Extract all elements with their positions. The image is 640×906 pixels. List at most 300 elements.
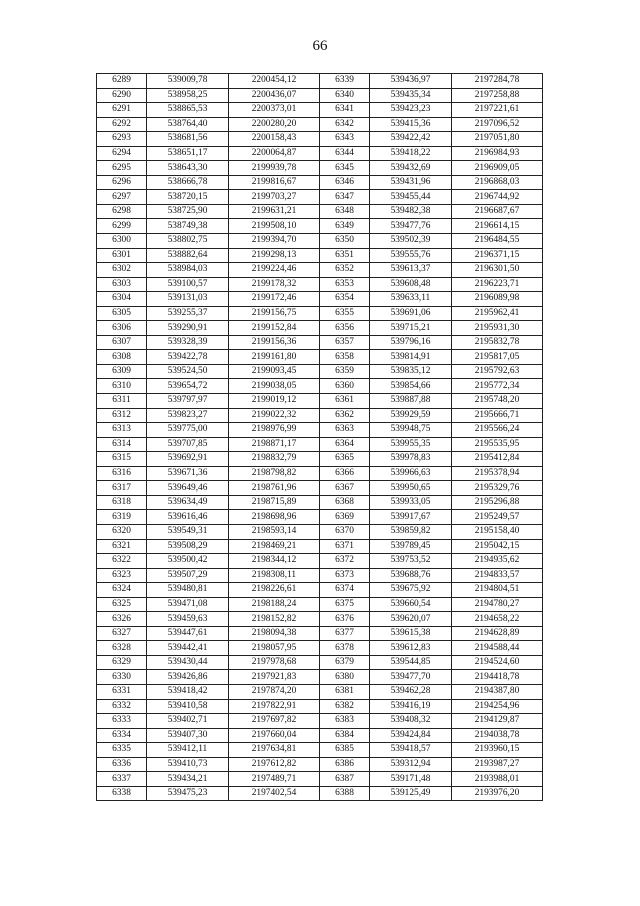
y-coordinate-right: 2194804,51 [452,583,543,598]
point-number-right: 6347 [320,190,370,205]
point-number-left: 6292 [97,117,147,132]
y-coordinate-left: 2199156,75 [229,306,320,321]
x-coordinate-right: 539436,97 [370,74,452,89]
x-coordinate-left: 539442,41 [147,641,229,656]
y-coordinate-left: 2200280,20 [229,117,320,132]
y-coordinate-right: 2193976,20 [452,786,543,801]
point-number-right: 6363 [320,423,370,438]
point-number-left: 6296 [97,175,147,190]
x-coordinate-left: 539707,85 [147,437,229,452]
point-number-left: 6308 [97,350,147,365]
y-coordinate-right: 2194038,78 [452,728,543,743]
x-coordinate-left: 539100,57 [147,277,229,292]
point-number-right: 6354 [320,292,370,307]
point-number-right: 6353 [320,277,370,292]
point-number-right: 6369 [320,510,370,525]
point-number-right: 6386 [320,757,370,772]
y-coordinate-right: 2193960,15 [452,743,543,758]
y-coordinate-left: 2198698,96 [229,510,320,525]
y-coordinate-left: 2197921,83 [229,670,320,685]
y-coordinate-left: 2197697,82 [229,714,320,729]
point-number-right: 6344 [320,146,370,161]
x-coordinate-right: 539633,11 [370,292,452,307]
point-number-right: 6362 [320,408,370,423]
point-number-left: 6337 [97,772,147,787]
y-coordinate-left: 2198976,99 [229,423,320,438]
x-coordinate-left: 539290,91 [147,321,229,336]
point-number-right: 6343 [320,132,370,147]
point-number-right: 6382 [320,699,370,714]
y-coordinate-right: 2194129,87 [452,714,543,729]
x-coordinate-left: 538681,56 [147,132,229,147]
x-coordinate-right: 539424,84 [370,728,452,743]
y-coordinate-right: 2196371,15 [452,248,543,263]
y-coordinate-right: 2196614,15 [452,219,543,234]
point-number-left: 6313 [97,423,147,438]
table-row [97,743,543,758]
x-coordinate-right: 539955,35 [370,437,452,452]
y-coordinate-right: 2194524,60 [452,655,543,670]
x-coordinate-right: 539660,54 [370,597,452,612]
x-coordinate-right: 539477,76 [370,219,452,234]
table-row [97,670,543,685]
point-number-right: 6360 [320,379,370,394]
y-coordinate-right: 2195412,84 [452,452,543,467]
x-coordinate-left: 539459,63 [147,612,229,627]
x-coordinate-left: 539407,30 [147,728,229,743]
point-number-right: 6384 [320,728,370,743]
y-coordinate-right: 2196301,50 [452,263,543,278]
x-coordinate-left: 538764,40 [147,117,229,132]
x-coordinate-left: 538882,64 [147,248,229,263]
y-coordinate-left: 2199022,32 [229,408,320,423]
y-coordinate-right: 2194833,57 [452,568,543,583]
x-coordinate-right: 539854,66 [370,379,452,394]
point-number-right: 6383 [320,714,370,729]
point-number-right: 6367 [320,481,370,496]
table-row [97,554,543,569]
table-row [97,248,543,263]
point-number-left: 6300 [97,234,147,249]
point-number-right: 6379 [320,655,370,670]
x-coordinate-left: 539634,49 [147,495,229,510]
x-coordinate-right: 539796,16 [370,335,452,350]
x-coordinate-right: 539608,48 [370,277,452,292]
x-coordinate-right: 539418,57 [370,743,452,758]
x-coordinate-right: 539887,88 [370,394,452,409]
y-coordinate-left: 2197489,71 [229,772,320,787]
point-number-right: 6368 [320,495,370,510]
table-row [97,306,543,321]
table-row [97,350,543,365]
point-number-left: 6322 [97,554,147,569]
x-coordinate-left: 538958,25 [147,88,229,103]
point-number-left: 6298 [97,204,147,219]
table-row [97,292,543,307]
x-coordinate-left: 539447,61 [147,626,229,641]
y-coordinate-left: 2197660,04 [229,728,320,743]
x-coordinate-left: 539616,46 [147,510,229,525]
table-row [97,88,543,103]
table-row [97,481,543,496]
y-coordinate-right: 2195792,63 [452,364,543,379]
x-coordinate-right: 539948,75 [370,423,452,438]
y-coordinate-right: 2194387,80 [452,684,543,699]
point-number-right: 6348 [320,204,370,219]
table-row [97,364,543,379]
point-number-right: 6357 [320,335,370,350]
x-coordinate-right: 539432,69 [370,161,452,176]
point-number-left: 6290 [97,88,147,103]
x-coordinate-left: 538643,30 [147,161,229,176]
point-number-left: 6303 [97,277,147,292]
x-coordinate-left: 539480,81 [147,583,229,598]
x-coordinate-left: 538802,75 [147,234,229,249]
table-row [97,641,543,656]
table-row [97,466,543,481]
x-coordinate-left: 538865,53 [147,103,229,118]
x-coordinate-left: 538984,03 [147,263,229,278]
point-number-right: 6375 [320,597,370,612]
point-number-right: 6387 [320,772,370,787]
point-number-left: 6336 [97,757,147,772]
point-number-right: 6340 [320,88,370,103]
y-coordinate-left: 2197978,68 [229,655,320,670]
y-coordinate-right: 2195962,41 [452,306,543,321]
y-coordinate-left: 2198871,17 [229,437,320,452]
table-row [97,263,543,278]
y-coordinate-left: 2198188,24 [229,597,320,612]
x-coordinate-left: 539255,37 [147,306,229,321]
x-coordinate-right: 539966,63 [370,466,452,481]
table-row [97,321,543,336]
x-coordinate-right: 539814,91 [370,350,452,365]
point-number-right: 6341 [320,103,370,118]
y-coordinate-right: 2195249,57 [452,510,543,525]
y-coordinate-right: 2195535,95 [452,437,543,452]
y-coordinate-right: 2197221,61 [452,103,543,118]
point-number-right: 6388 [320,786,370,801]
point-number-left: 6320 [97,524,147,539]
y-coordinate-left: 2198832,79 [229,452,320,467]
x-coordinate-right: 539675,92 [370,583,452,598]
x-coordinate-left: 538651,17 [147,146,229,161]
x-coordinate-left: 539131,03 [147,292,229,307]
y-coordinate-right: 2197051,80 [452,132,543,147]
table-row [97,277,543,292]
point-number-left: 6309 [97,364,147,379]
point-number-left: 6293 [97,132,147,147]
y-coordinate-left: 2198798,82 [229,466,320,481]
point-number-right: 6352 [320,263,370,278]
y-coordinate-left: 2198094,38 [229,626,320,641]
point-number-left: 6312 [97,408,147,423]
table-row [97,699,543,714]
point-number-right: 6349 [320,219,370,234]
table-row [97,684,543,699]
table-row [97,757,543,772]
point-number-left: 6299 [97,219,147,234]
x-coordinate-left: 539475,23 [147,786,229,801]
point-number-left: 6311 [97,394,147,409]
y-coordinate-right: 2195931,30 [452,321,543,336]
point-number-right: 6355 [320,306,370,321]
y-coordinate-right: 2196744,92 [452,190,543,205]
y-coordinate-right: 2196089,98 [452,292,543,307]
y-coordinate-right: 2194418,78 [452,670,543,685]
x-coordinate-right: 539612,83 [370,641,452,656]
table-row [97,132,543,147]
y-coordinate-left: 2200064,87 [229,146,320,161]
y-coordinate-left: 2197634,81 [229,743,320,758]
x-coordinate-left: 538749,38 [147,219,229,234]
x-coordinate-right: 539455,44 [370,190,452,205]
point-number-right: 6366 [320,466,370,481]
table-row [97,408,543,423]
x-coordinate-left: 539328,39 [147,335,229,350]
x-coordinate-right: 539789,45 [370,539,452,554]
x-coordinate-right: 539312,94 [370,757,452,772]
y-coordinate-left: 2199631,21 [229,204,320,219]
x-coordinate-right: 539615,38 [370,626,452,641]
point-number-left: 6310 [97,379,147,394]
point-number-right: 6377 [320,626,370,641]
y-coordinate-left: 2199093,45 [229,364,320,379]
table-row [97,219,543,234]
point-number-left: 6297 [97,190,147,205]
x-coordinate-left: 539402,71 [147,714,229,729]
point-number-left: 6327 [97,626,147,641]
point-number-right: 6381 [320,684,370,699]
x-coordinate-right: 539502,39 [370,234,452,249]
table-row [97,452,543,467]
table-row [97,103,543,118]
point-number-left: 6319 [97,510,147,525]
point-number-right: 6342 [320,117,370,132]
point-number-right: 6374 [320,583,370,598]
point-number-left: 6323 [97,568,147,583]
y-coordinate-left: 2199816,67 [229,175,320,190]
point-number-right: 6346 [320,175,370,190]
x-coordinate-right: 539415,36 [370,117,452,132]
point-number-left: 6304 [97,292,147,307]
point-number-left: 6302 [97,263,147,278]
y-coordinate-left: 2200373,01 [229,103,320,118]
x-coordinate-right: 539917,67 [370,510,452,525]
y-coordinate-right: 2194935,62 [452,554,543,569]
point-number-left: 6331 [97,684,147,699]
x-coordinate-right: 539929,59 [370,408,452,423]
y-coordinate-right: 2196984,93 [452,146,543,161]
x-coordinate-right: 539423,23 [370,103,452,118]
x-coordinate-right: 539462,28 [370,684,452,699]
point-number-right: 6378 [320,641,370,656]
point-number-left: 6294 [97,146,147,161]
point-number-right: 6376 [320,612,370,627]
table-row [97,524,543,539]
x-coordinate-right: 539422,42 [370,132,452,147]
x-coordinate-right: 539482,38 [370,204,452,219]
point-number-left: 6334 [97,728,147,743]
x-coordinate-right: 539950,65 [370,481,452,496]
table-row [97,146,543,161]
x-coordinate-right: 539753,52 [370,554,452,569]
x-coordinate-left: 539671,36 [147,466,229,481]
point-number-right: 6385 [320,743,370,758]
point-number-right: 6361 [320,394,370,409]
table-row [97,568,543,583]
point-number-left: 6301 [97,248,147,263]
point-number-left: 6324 [97,583,147,598]
table-row [97,190,543,205]
y-coordinate-left: 2198057,95 [229,641,320,656]
y-coordinate-left: 2198344,12 [229,554,320,569]
y-coordinate-left: 2198761,96 [229,481,320,496]
x-coordinate-right: 539688,76 [370,568,452,583]
table-row [97,379,543,394]
y-coordinate-left: 2199298,13 [229,248,320,263]
point-number-right: 6350 [320,234,370,249]
table-row [97,161,543,176]
y-coordinate-left: 2197612,82 [229,757,320,772]
x-coordinate-right: 539613,37 [370,263,452,278]
table-row [97,772,543,787]
point-number-right: 6365 [320,452,370,467]
x-coordinate-left: 539009,78 [147,74,229,89]
x-coordinate-right: 539555,76 [370,248,452,263]
point-number-left: 6317 [97,481,147,496]
y-coordinate-right: 2196484,55 [452,234,543,249]
x-coordinate-right: 539416,19 [370,699,452,714]
x-coordinate-left: 539412,11 [147,743,229,758]
x-coordinate-right: 539408,32 [370,714,452,729]
point-number-left: 6330 [97,670,147,685]
point-number-left: 6321 [97,539,147,554]
point-number-left: 6295 [97,161,147,176]
table-row [97,714,543,729]
y-coordinate-left: 2199703,27 [229,190,320,205]
table-row [97,510,543,525]
y-coordinate-left: 2199172,46 [229,292,320,307]
y-coordinate-right: 2193987,27 [452,757,543,772]
point-number-left: 6326 [97,612,147,627]
point-number-left: 6316 [97,466,147,481]
y-coordinate-right: 2195817,05 [452,350,543,365]
x-coordinate-left: 539524,50 [147,364,229,379]
table-row [97,204,543,219]
y-coordinate-right: 2195158,40 [452,524,543,539]
point-number-left: 6332 [97,699,147,714]
y-coordinate-right: 2195772,34 [452,379,543,394]
point-number-left: 6318 [97,495,147,510]
point-number-left: 6306 [97,321,147,336]
y-coordinate-left: 2197822,91 [229,699,320,714]
x-coordinate-left: 539549,31 [147,524,229,539]
x-coordinate-right: 539691,06 [370,306,452,321]
point-number-left: 6305 [97,306,147,321]
point-number-left: 6338 [97,786,147,801]
point-number-left: 6314 [97,437,147,452]
point-number-left: 6307 [97,335,147,350]
y-coordinate-right: 2195748,20 [452,394,543,409]
y-coordinate-left: 2199161,80 [229,350,320,365]
x-coordinate-left: 539410,58 [147,699,229,714]
x-coordinate-left: 539649,46 [147,481,229,496]
x-coordinate-right: 539435,34 [370,88,452,103]
point-number-left: 6315 [97,452,147,467]
table-row [97,597,543,612]
x-coordinate-left: 539422,78 [147,350,229,365]
table-row [97,495,543,510]
y-coordinate-right: 2195378,94 [452,466,543,481]
x-coordinate-left: 539426,86 [147,670,229,685]
y-coordinate-left: 2198593,14 [229,524,320,539]
y-coordinate-right: 2195566,24 [452,423,543,438]
y-coordinate-left: 2198226,61 [229,583,320,598]
x-coordinate-left: 539823,27 [147,408,229,423]
y-coordinate-right: 2197258,88 [452,88,543,103]
y-coordinate-left: 2199019,12 [229,394,320,409]
x-coordinate-left: 539418,42 [147,684,229,699]
y-coordinate-left: 2200436,07 [229,88,320,103]
table-row [97,175,543,190]
x-coordinate-right: 539125,49 [370,786,452,801]
y-coordinate-left: 2199152,84 [229,321,320,336]
coordinate-table-body [97,74,543,801]
point-number-right: 6356 [320,321,370,336]
x-coordinate-right: 539859,82 [370,524,452,539]
point-number-right: 6358 [320,350,370,365]
y-coordinate-right: 2195832,78 [452,335,543,350]
point-number-right: 6364 [320,437,370,452]
y-coordinate-right: 2194628,89 [452,626,543,641]
y-coordinate-left: 2198469,21 [229,539,320,554]
x-coordinate-left: 539507,29 [147,568,229,583]
x-coordinate-left: 539434,21 [147,772,229,787]
y-coordinate-left: 2199224,46 [229,263,320,278]
point-number-left: 6329 [97,655,147,670]
x-coordinate-left: 539500,42 [147,554,229,569]
x-coordinate-left: 539508,29 [147,539,229,554]
x-coordinate-left: 538666,78 [147,175,229,190]
y-coordinate-right: 2195329,76 [452,481,543,496]
y-coordinate-right: 2195296,88 [452,495,543,510]
y-coordinate-left: 2199178,32 [229,277,320,292]
x-coordinate-left: 539410,73 [147,757,229,772]
y-coordinate-left: 2200454,12 [229,74,320,89]
point-number-right: 6370 [320,524,370,539]
x-coordinate-left: 538725,90 [147,204,229,219]
y-coordinate-right: 2194658,22 [452,612,543,627]
point-number-left: 6325 [97,597,147,612]
x-coordinate-right: 539171,48 [370,772,452,787]
table-row [97,728,543,743]
x-coordinate-right: 539835,12 [370,364,452,379]
y-coordinate-left: 2199156,36 [229,335,320,350]
point-number-left: 6333 [97,714,147,729]
y-coordinate-right: 2194780,27 [452,597,543,612]
table-row [97,583,543,598]
table-row [97,74,543,89]
point-number-right: 6380 [320,670,370,685]
y-coordinate-left: 2198152,82 [229,612,320,627]
point-number-left: 6335 [97,743,147,758]
point-number-left: 6328 [97,641,147,656]
y-coordinate-left: 2199939,78 [229,161,320,176]
x-coordinate-left: 539654,72 [147,379,229,394]
point-number-right: 6372 [320,554,370,569]
y-coordinate-left: 2197402,54 [229,786,320,801]
